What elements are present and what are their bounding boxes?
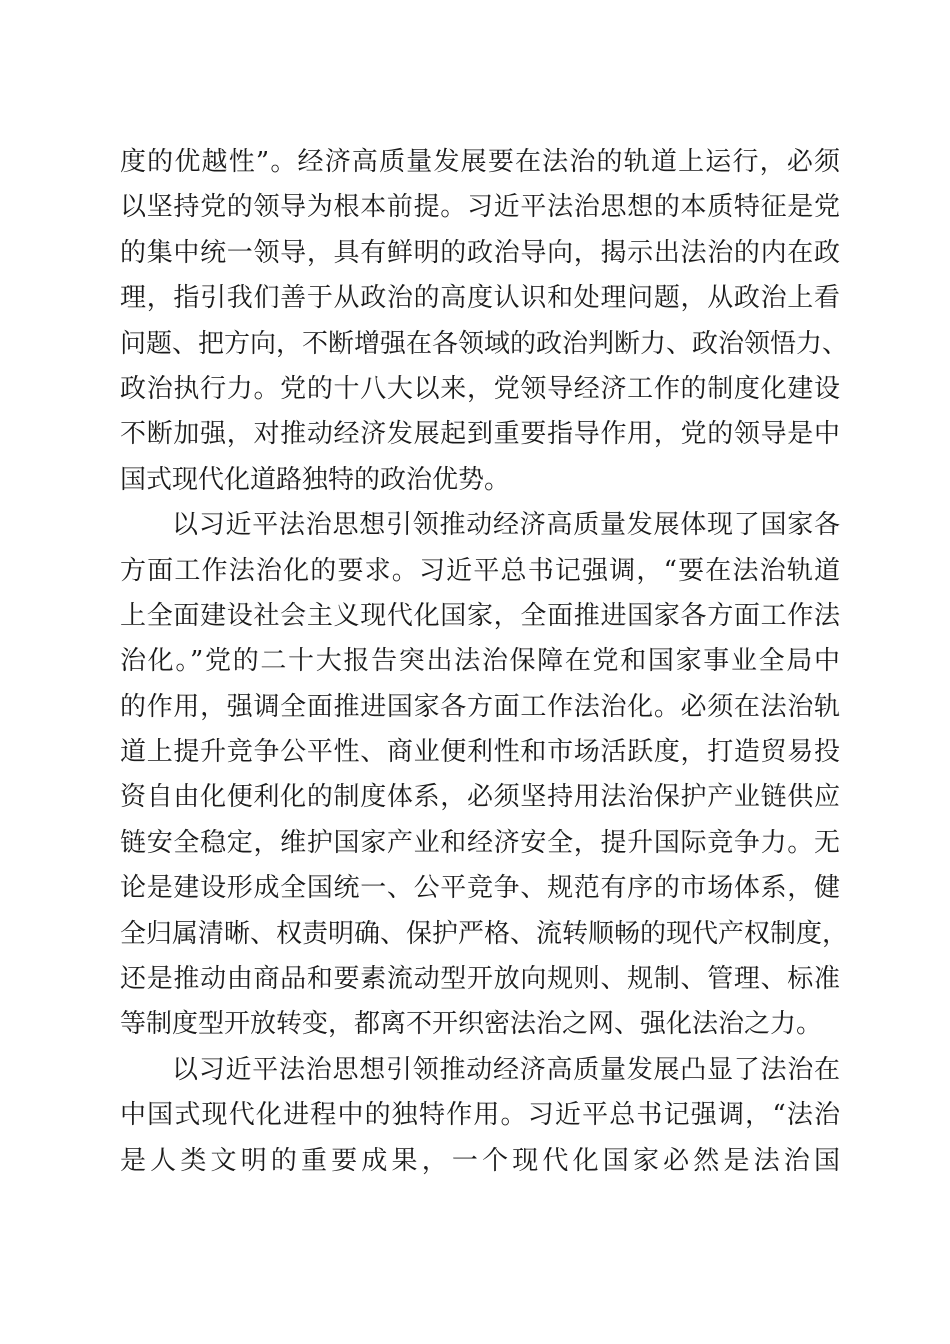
text-line: 链安全稳定，维护国家产业和经济安全，提升国际竞争力。无	[120, 827, 840, 858]
text-line: 论是建设形成全国统一、公平竞争、规范有序的市场体系，健	[120, 873, 840, 904]
text-line: 资自由化便利化的制度体系，必须坚持用法治保护产业链供应	[120, 782, 840, 813]
text-line: 问题、把方向，不断增强在各领域的政治判断力、政治领悟力、	[120, 328, 849, 359]
text-line: 还是推动由商品和要素流动型开放向规则、规制、管理、标准	[120, 964, 840, 995]
paragraph-first-line: 以习近平法治思想引领推动经济高质量发展凸显了法治在	[172, 1054, 840, 1085]
text-line: 全归属清晰、权责明确、保护严格、流转顺畅的现代产权制度，	[120, 918, 849, 949]
text-line: 是人类文明的重要成果，一个现代化国家必然是法治国	[120, 1145, 840, 1176]
text-line: 度的优越性”。经济高质量发展要在法治的轨道上运行，必须	[120, 147, 840, 177]
text-line: 中国式现代化进程中的独特作用。习近平总书记强调，“法治	[120, 1100, 840, 1131]
text-line: 政治执行力。党的十八大以来，党领导经济工作的制度化建设	[120, 373, 840, 404]
text-line: 等制度型开放转变，都离不开织密法治之网、强化法治之力。	[120, 1009, 823, 1040]
text-line: 方面工作法治化的要求。习近平总书记强调，“要在法治轨道	[120, 555, 840, 586]
text-line: 不断加强，对推动经济发展起到重要指导作用，党的领导是中	[120, 419, 840, 450]
text-line: 理，指引我们善于从政治的高度认识和处理问题，从政治上看	[120, 283, 840, 314]
text-line: 道上提升竞争公平性、商业便利性和市场活跃度，打造贸易投	[120, 737, 840, 768]
paragraph-first-line: 以习近平法治思想引领推动经济高质量发展体现了国家各	[172, 510, 840, 541]
text-line: 国式现代化道路独特的政治优势。	[120, 464, 511, 495]
text-line: 上全面建设社会主义现代化国家，全面推进国家各方面工作法	[120, 600, 840, 631]
body-text	[120, 140, 849, 1184]
text-line: 的作用，强调全面推进国家各方面工作法治化。必须在法治轨	[120, 691, 840, 722]
text-line: 的集中统一领导，具有鲜明的政治导向，揭示出法治的内在政	[120, 237, 840, 268]
text-line: 治化。”党的二十大报告突出法治保障在党和国家事业全局中	[120, 646, 840, 677]
text-line: 以坚持党的领导为根本前提。习近平法治思想的本质特征是党	[120, 192, 840, 223]
